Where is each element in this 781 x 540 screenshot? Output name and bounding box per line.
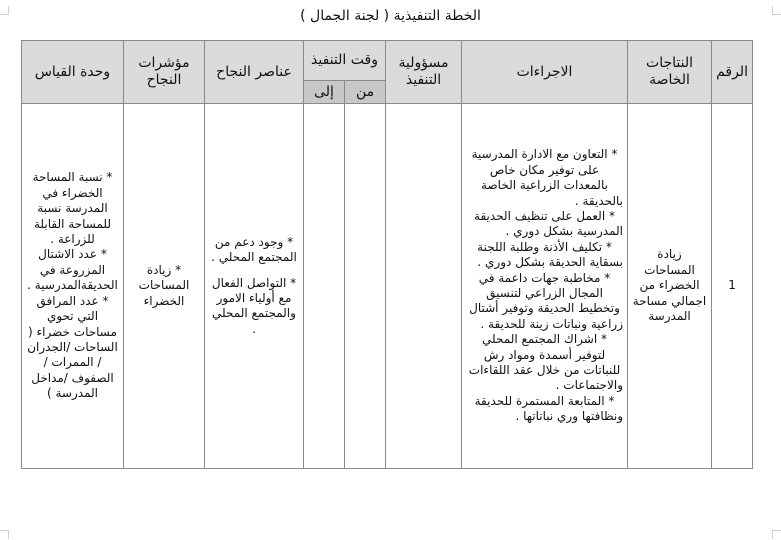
procedure-item: * المتابعة المستمرة للحديقة ونظافتها وري نباتاتها . [474,393,624,424]
document-title: الخطة التنفيذية ( لجنة الجمال ) [300,8,481,24]
header-time-from: من [345,81,386,104]
implementation-plan-table [21,40,753,469]
cell-outcome: زيادة المساحات الخضراء من اجمالي مساحة المدرسة [628,104,712,469]
success-element-item: * وجود دعم من المجتمع المحلي . [211,234,297,265]
procedure-item: * العمل على تنظيف الحديقة المدرسية بشكل دوري . [474,208,624,239]
procedure-item: * التعاون مع الادارة المدرسية على توفير مكان خاص بالمعدات الزراعية الخاصة بالحديقة . [471,147,624,208]
success-element-item: * التواصل الفعال مع أولياء الامور والمجتمع المحلي . [211,275,297,336]
header-responsibility: مسؤولية التنفيذ [386,41,462,104]
procedure-item: * مخاطبة جهات داعمة في المجال الزراعي لتنسيق وتخطيط الحديقة وتوفير أشتال زراعية ونباتات زينة للحديقة . [469,270,624,331]
header-success-elements: عناصر النجاح [205,41,304,104]
table-row [22,104,753,469]
measurement-item: * عدد الاشتال المزروعة في الحديقةالمدرسية . [27,247,118,293]
page-corner-mark [772,530,781,539]
cell-number: 1 [712,104,753,469]
header-measurement-unit: وحدة القياس [22,41,124,104]
measurement-item: * عدد المرافق التي تحوي مساحات خضراء ( الساحات /الجدران / الممرات / الصفوف /مداخل المدرسة ) [27,293,118,401]
cell-success-elements [205,104,304,469]
cell-measurement-unit [22,104,124,469]
header-success-indicators: مؤشرات النجاح [124,41,205,104]
cell-responsibility [386,104,462,469]
header-time: وقت التنفيذ [304,41,386,81]
procedure-item: * تكليف الأذنة وطلبة اللجنة بسقاية الحديقة بشكل دوري . [477,239,624,270]
page-corner-mark [0,530,9,539]
header-number: الرقم [712,41,753,104]
header-time-to: إلى [304,81,345,104]
header-outcomes: النتاجات الخاصة [628,41,712,104]
cell-time-from [345,104,386,469]
cell-success-indicators: * زيادة المساحات الخضراء [124,104,205,469]
cell-procedures [462,104,628,469]
measurement-item: * نسبة المساحة الخضراء في المدرسة نسبة للمساحة القابلة للزراعة . [32,170,113,247]
cell-time-to [304,104,345,469]
procedure-item: * اشراك المجتمع المحلي لتوفير أسمدة ومواد رش للنباتات من خلال عقد اللقاءات والاجتماعات . [468,332,624,393]
header-procedures: الاجراءات [462,41,628,104]
